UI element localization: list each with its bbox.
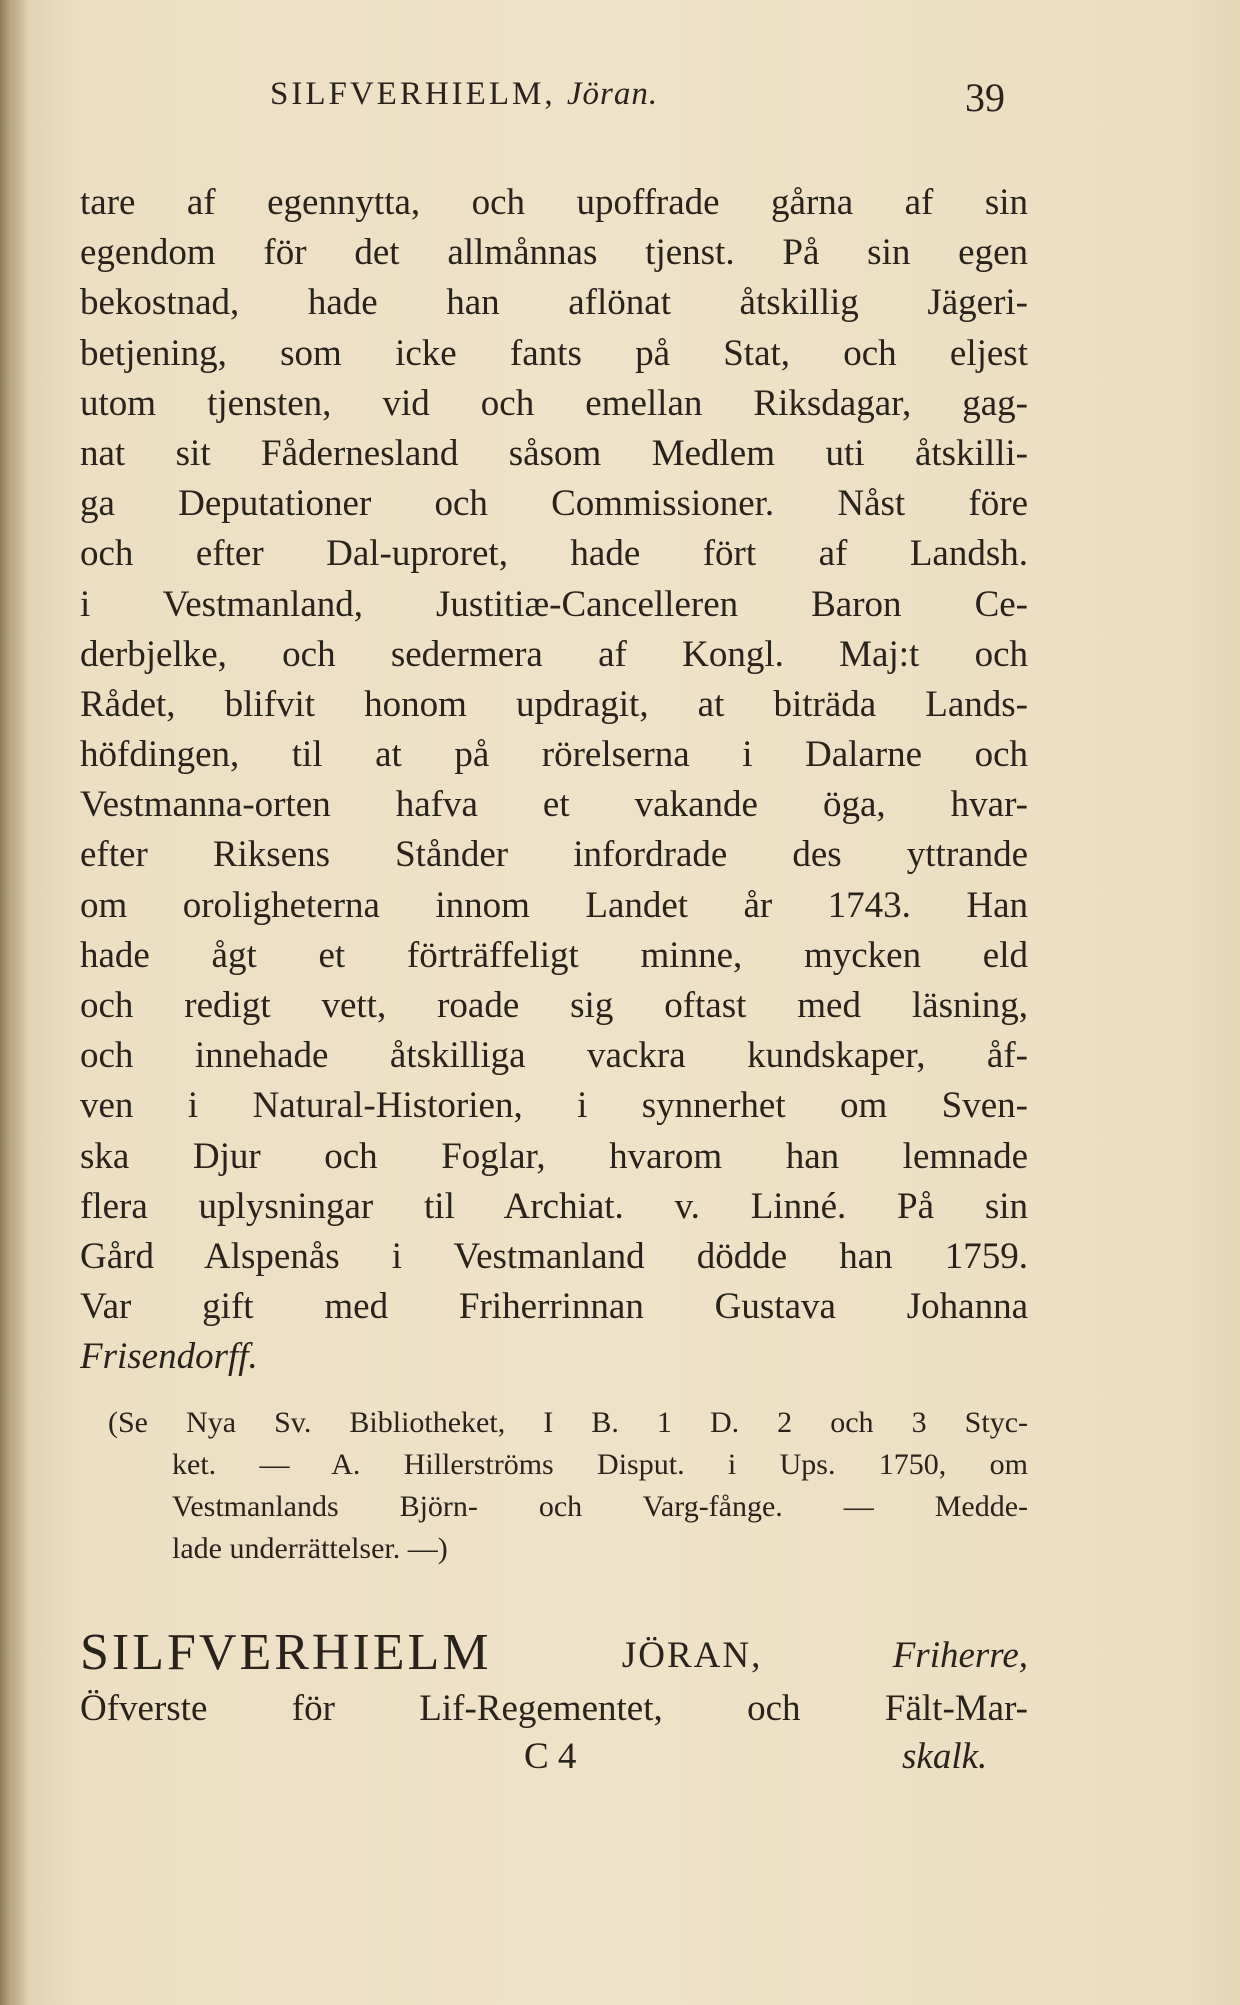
text-line: nat sit Fådernesland såsom Medlem uti åtskilli- — [80, 432, 1028, 474]
text-line: höfdingen, til at på rörelserna i Dalarne och — [80, 734, 1028, 776]
page-footer — [0, 1735, 1240, 1795]
text-line: bekostnad, hade han aflönat åtskillig Jägeri- — [80, 282, 1028, 324]
text-line: derbjelke, och sedermera af Kongl. Maj:t och — [80, 633, 1028, 675]
text-line: och efter Dal-uproret, hade fört af Landsh. — [80, 533, 1028, 575]
catchword: skalk. — [902, 1736, 988, 1777]
text-line: om oroligheterna innom Landet år 1743. Han — [80, 884, 1028, 926]
text-line: ga Deputationer och Commissioner. Nåst före — [80, 483, 1028, 525]
text-line: efter Riksens Stånder infordrade des yttrande — [80, 834, 1028, 876]
main-paragraph — [80, 178, 1028, 1383]
entry-surname: SILFVERHIELM — [80, 1624, 492, 1681]
text-line: Frisendorff. — [80, 1336, 258, 1378]
text-line: i Vestmanland, Justitiæ-Cancelleren Baron Ce- — [80, 583, 1028, 625]
running-head-surname: SILFVERHIELM, — [270, 76, 567, 112]
page-gutter-shadow — [0, 0, 28, 2005]
running-head-firstname: Jöran. — [566, 76, 659, 112]
text-line: och redigt vett, roade sig oftast med läsning, — [80, 985, 1028, 1026]
page-number: 39 — [965, 75, 1005, 120]
text-line: tare af egennytta, och upoffrade gårna af sin — [80, 182, 1028, 223]
text-line: flera uplysningar til Archiat. v. Linné. På sin — [80, 1185, 1028, 1227]
entry-heading-line — [80, 1625, 1028, 1681]
note-line: Vestmanlands Björn- och Varg-fånge. — Medde- — [172, 1490, 1028, 1523]
page-header — [270, 72, 1030, 132]
note-line: ket. — A. Hillerströms Disput. i Ups. 1750, om — [172, 1448, 1028, 1481]
note-line: lade underrättelser. —) — [172, 1532, 448, 1565]
running-head — [270, 76, 658, 113]
entry-title: Friherre, — [892, 1635, 1028, 1676]
text-line: Vestmanna-orten hafva et vakande öga, hvar- — [80, 784, 1028, 826]
entry-line: Öfverste för Lif-Regementet, och Fält-Mar- — [80, 1688, 1028, 1729]
source-notes — [108, 1402, 1028, 1570]
entry-firstname: JÖRAN, — [621, 1635, 763, 1676]
text-line: utom tjensten, vid och emellan Riksdagar, gag- — [80, 382, 1028, 424]
text-line: hade ågt et förträffeligt minne, mycken eld — [80, 934, 1028, 976]
text-line: betjening, som icke fants på Stat, och eljest — [80, 332, 1028, 374]
text-line: Rådet, blifvit honom updragit, at biträda Lands- — [80, 683, 1028, 725]
text-line: ven i Natural-Historien, i synnerhet om Sven- — [80, 1085, 1028, 1127]
text-line: Gård Alspenås i Vestmanland dödde han 1759. — [80, 1235, 1028, 1277]
note-line: (Se Nya Sv. Bibliotheket, I B. 1 D. 2 och 3 Styc- — [108, 1406, 1028, 1439]
text-line: egendom för det allmånnas tjenst. På sin egen — [80, 232, 1028, 274]
next-entry — [80, 1625, 1028, 1737]
signature-mark: C 4 — [524, 1736, 577, 1777]
text-line: ska Djur och Foglar, hvarom han lemnade — [80, 1135, 1028, 1177]
text-line: Var gift med Friherrinnan Gustava Johanna — [80, 1286, 1028, 1328]
text-line: och innehade åtskilliga vackra kundskaper, åf- — [80, 1035, 1028, 1077]
